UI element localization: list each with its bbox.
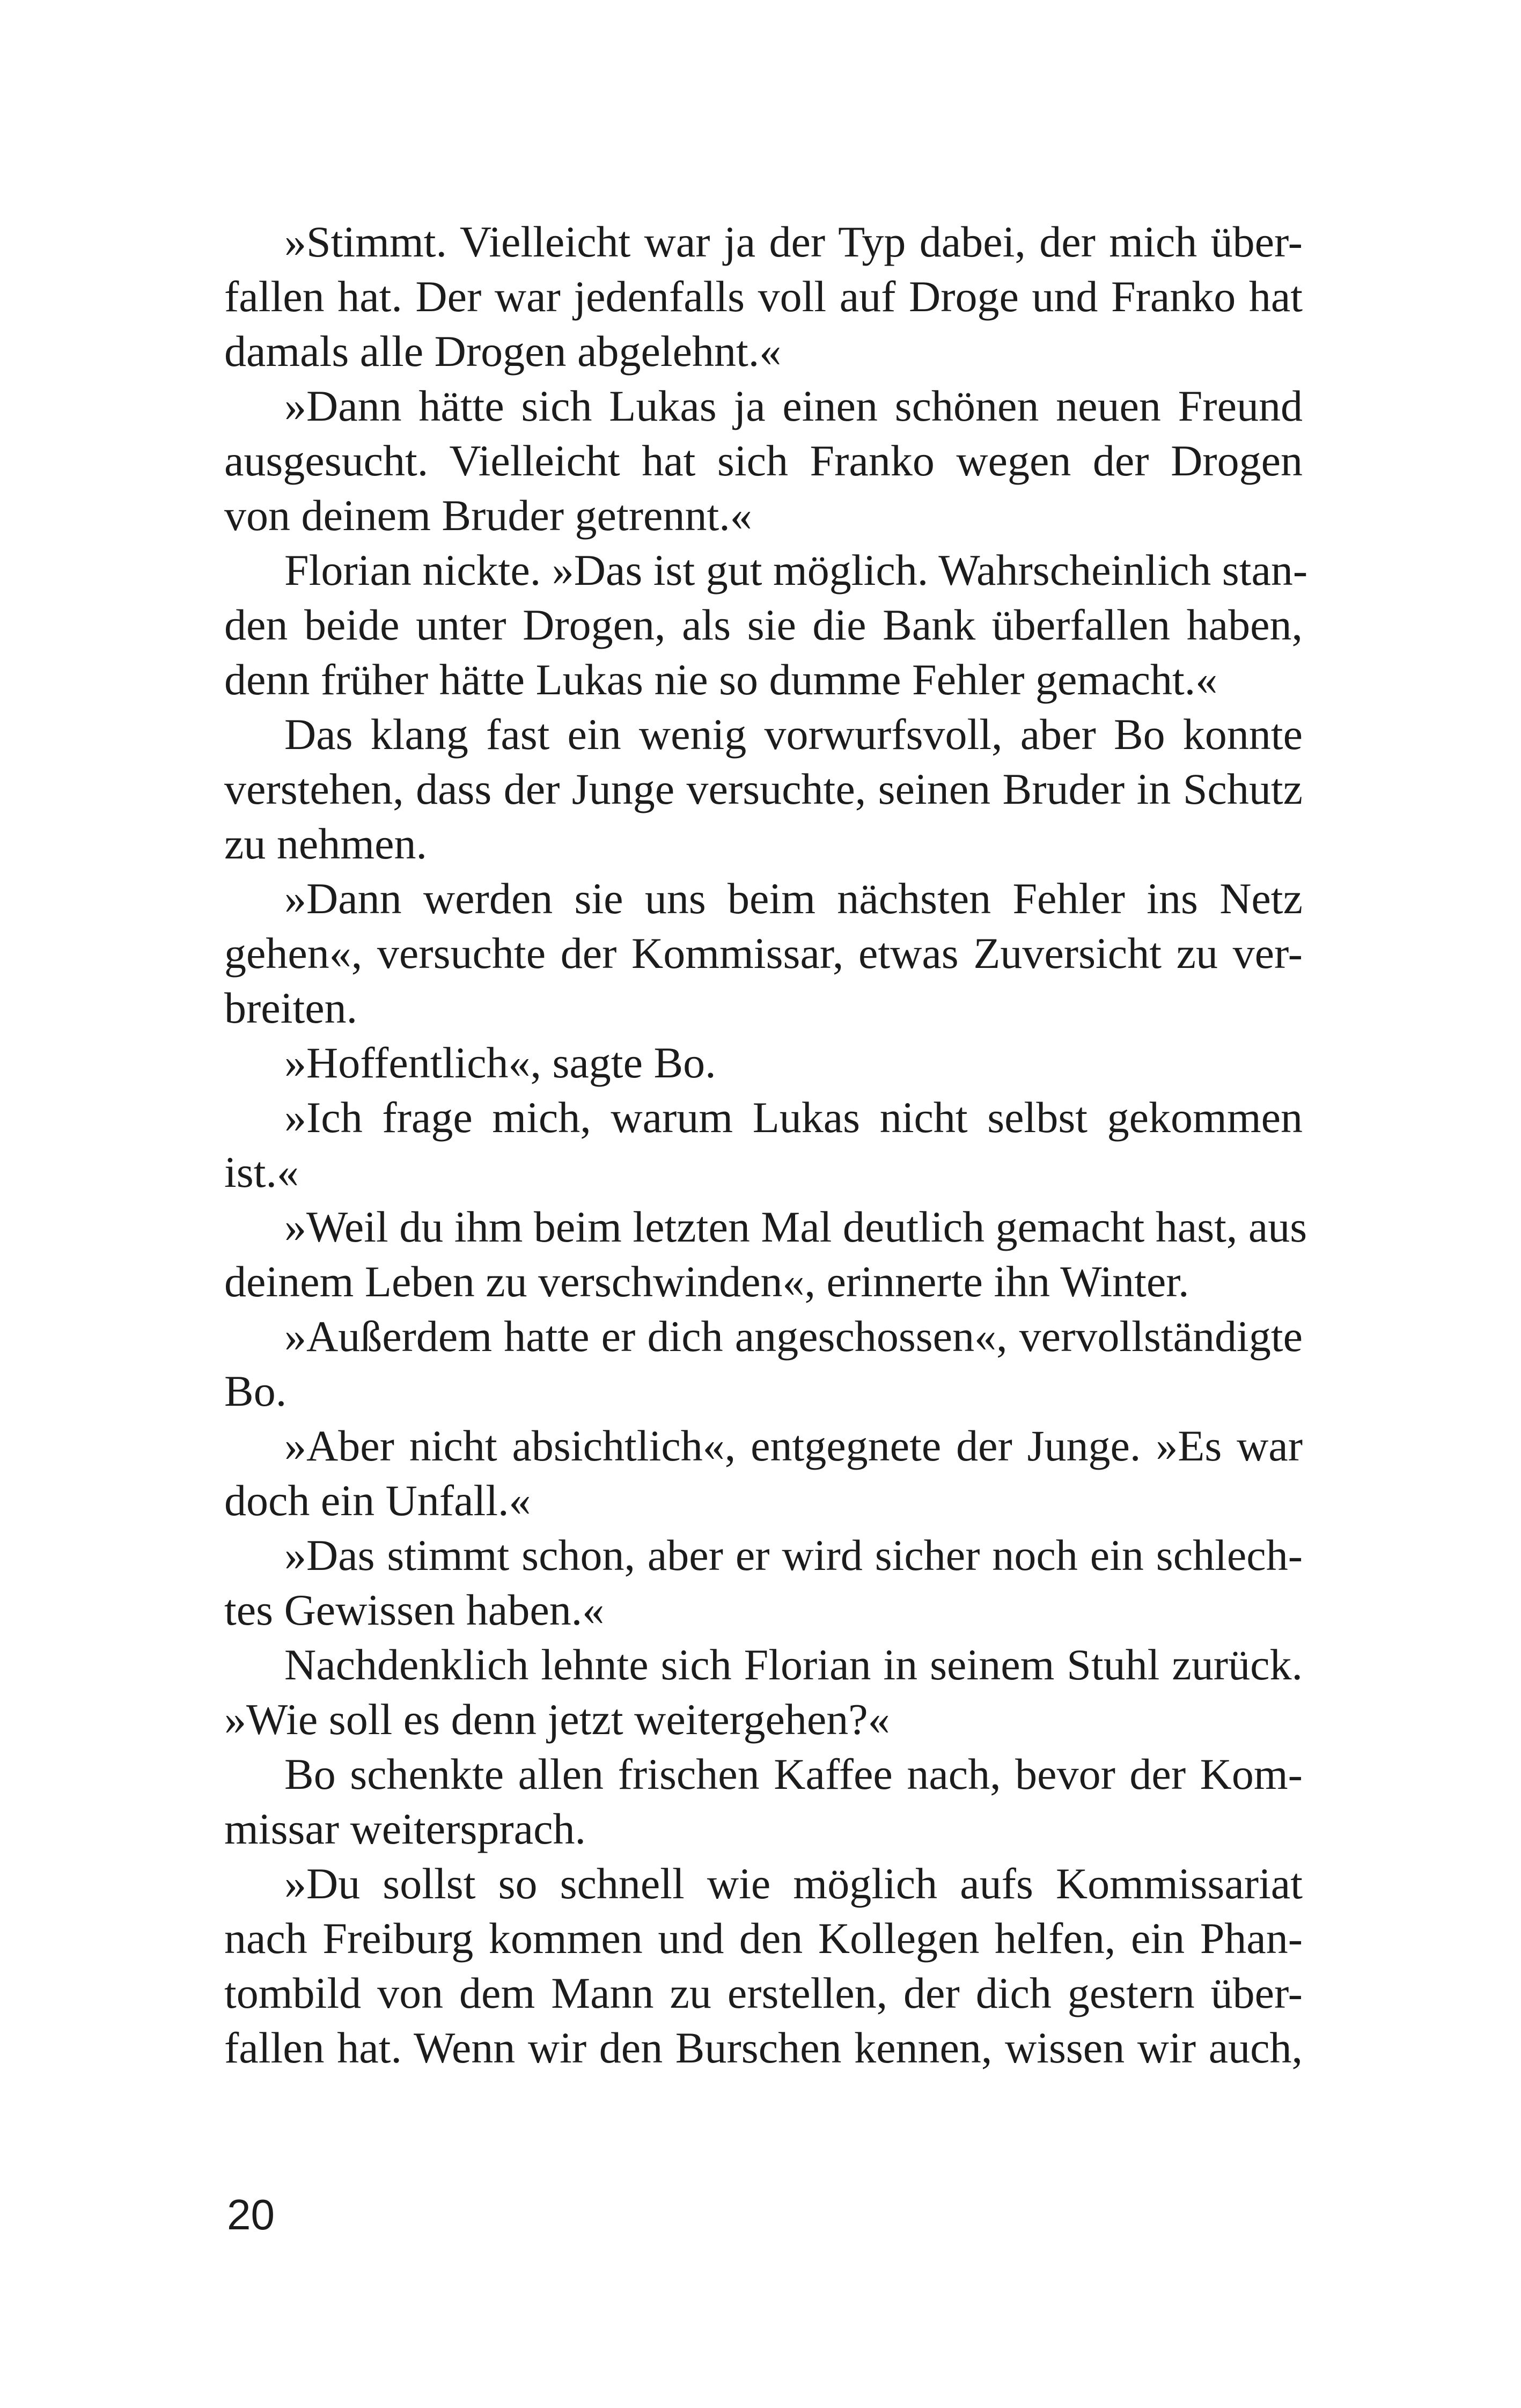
text-line: verstehen, dass der Junge versuchte, seinen Bruder in Schutz: [224, 765, 1303, 813]
text-line: Nachdenklich lehnte sich Florian in seinem Stuhl zurück.: [284, 1640, 1303, 1689]
text-line: Bo.: [224, 1367, 287, 1415]
text-line: »Ich frage mich, warum Lukas nicht selbst gekommen: [284, 1093, 1303, 1142]
text-line: fallen hat. Wenn wir den Burschen kennen, wissen wir auch,: [224, 2023, 1303, 2072]
text-line: »Dann hätte sich Lukas ja einen schönen neuen Freund: [284, 381, 1303, 430]
text-line: zu nehmen.: [224, 819, 427, 868]
text-line: denn früher hätte Lukas nie so dumme Fehler gemacht.«: [224, 655, 1218, 704]
text-line: deinem Leben zu verschwinden«, erinnerte ihn Winter.: [224, 1257, 1189, 1306]
text-line: »Aber nicht absichtlich«, entgegnete der Junge. »Es war: [284, 1421, 1303, 1470]
text-line: Bo schenkte allen frischen Kaffee nach, bevor der Kom-: [284, 1750, 1303, 1798]
text-line: ausgesucht. Vielleicht hat sich Franko wegen der Drogen: [224, 436, 1303, 485]
text-line: »Stimmt. Vielleicht war ja der Typ dabei, der mich über-: [284, 217, 1303, 266]
text-line: damals alle Drogen abgelehnt.«: [224, 327, 782, 376]
text-line: Das klang fast ein wenig vorwurfsvoll, aber Bo konnte: [284, 710, 1303, 759]
text-line: missar weitersprach.: [224, 1804, 586, 1853]
text-line: »Dann werden sie uns beim nächsten Fehler ins Netz: [284, 874, 1303, 923]
text-line: breiten.: [224, 983, 358, 1032]
text-line: »Das stimmt schon, aber er wird sicher noch ein schlech-: [284, 1531, 1303, 1580]
text-line: »Wie soll es denn jetzt weitergehen?«: [224, 1695, 890, 1744]
text-line: »Hoffentlich«, sagte Bo.: [284, 1038, 716, 1087]
text-line: tes Gewissen haben.«: [224, 1585, 605, 1634]
page-number: 20: [227, 2191, 275, 2238]
text-line: doch ein Unfall.«: [224, 1476, 531, 1525]
text-line: Florian nickte. »Das ist gut möglich. Wahrscheinlich stan-: [284, 546, 1308, 594]
text-line: ist.«: [224, 1148, 299, 1196]
text-line: von deinem Bruder getrennt.«: [224, 491, 752, 540]
text-line: gehen«, versuchte der Kommissar, etwas Zuversicht zu ver-: [224, 929, 1303, 978]
text-line: »Du sollst so schnell wie möglich aufs Kommissariat: [284, 1859, 1303, 1908]
body-text: [224, 215, 1308, 2075]
text-line: »Weil du ihm beim letzten Mal deutlich gemacht hast, aus: [284, 1202, 1307, 1251]
text-line: tombild von dem Mann zu erstellen, der dich gestern über-: [224, 1969, 1303, 2017]
text-line: nach Freiburg kommen und den Kollegen helfen, ein Phan-: [224, 1914, 1303, 1963]
text-line: »Außerdem hatte er dich angeschossen«, vervollständigte: [284, 1312, 1303, 1361]
text-line: den beide unter Drogen, als sie die Bank überfallen haben,: [224, 600, 1303, 649]
text-line: fallen hat. Der war jedenfalls voll auf Droge und Franko hat: [224, 272, 1303, 321]
